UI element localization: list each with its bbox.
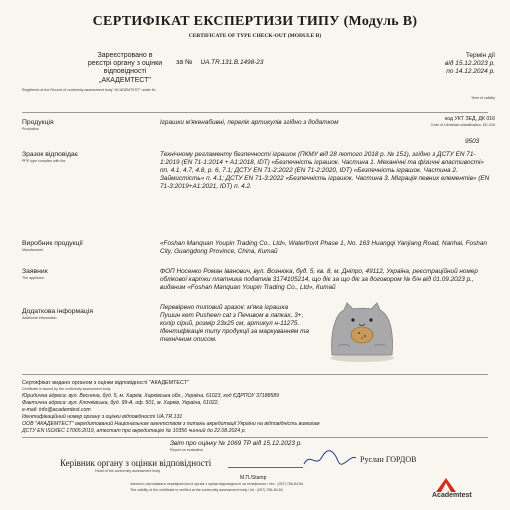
product-value: Іграшки м'якенабивні, перелік артикулів згідно з додатком [160, 119, 339, 126]
legal-address: Юридична адреса: вул. Весняна, буд. 5, м. Харків, Харківська обл., Україна, 61023, код ЄДРПОУ 37188589 [22, 393, 280, 399]
plush-cookie [351, 327, 373, 343]
plush-right-eye [369, 318, 372, 321]
product-code-label [430, 116, 495, 128]
product-code-number: 9503 [465, 138, 480, 145]
id-number: Ідентифікаційний номер органу з оцінки відповідності UA.TR.131 [22, 414, 183, 420]
manufacturer-value: «Foshan Manquan Youpin Trading Co., Ltd», Waterfront Phase 1, No. 163 Huangqi Yanjiang Road, Nanhai, Foshan City, Guangdong Province, China, Китай [160, 240, 487, 255]
body-line: Сертифікат видано органом з оцінки відповідності "АКАДЕМТЕСТ" [22, 380, 189, 386]
registered-label: Зареєстровано в реєстрі органу з оцінки відповідності „АКАДЕМТЕСТ" [87, 52, 163, 84]
divider [22, 112, 488, 113]
accreditation-line-2: ДСТУ EN ISO/IEC 17065:2019, атестат про акредитацію № 10356 чинний до 22.08.2024 р. [22, 428, 246, 434]
product-label-en: Production [22, 127, 40, 131]
product-label [22, 119, 152, 132]
sample-label-text: Зразок відповідає [22, 151, 79, 158]
applicant-label-en: The applicant [22, 276, 44, 280]
validity-label-en: Term of validity [471, 96, 495, 100]
additional-label-text: Додаткова інформація [22, 308, 94, 315]
applicant-label-text: Заявник [22, 268, 48, 275]
validity-note: Чинність сертифіката перевіряється в органі з оцінки відповідності за телефоном / тел.: (057) 766-84-84 [130, 482, 304, 486]
email: e-mail: info@academtest.com [22, 407, 91, 413]
additional-label [22, 308, 152, 321]
applicant-label [22, 268, 152, 281]
accreditation-line-1: ООВ "АКАДЕМТЕСТ" акредитований Національним агентством з питань акредитації України на відповідність вимогам [22, 421, 320, 427]
validity-note-en: The validity of the certificate is verified at the conformity assessment body / tel.: (057) 766-84-84 [130, 488, 283, 492]
report-label-en: Report on evaluation [170, 448, 204, 452]
academtest-logo-icon [436, 478, 456, 492]
sample-label-en: PPE type complies with the [22, 159, 66, 163]
certificate-title: СЕРТИФІКАТ ЕКСПЕРТИЗИ ТИПУ (Модуль В) [92, 14, 418, 29]
body-line-en: Certificate is issued by the conformity assessment body [22, 387, 111, 391]
additional-label-en: Additional information [22, 316, 57, 320]
plush-left-eye [351, 318, 354, 321]
certificate-number [176, 59, 263, 67]
product-label-text: Продукція [22, 119, 54, 126]
sample-value: Технічному регламенту безпечності іграшок (ПКМУ від 28 лютого 2018 р. № 151), згідно з ДСТУ EN 71-1:2019 (EN 71-1:2014 + A1:2018, IDT) «Безпечність іграшок. Частина 1. Механічні та фізичні властивості» пп. 4.1, 4.7, 4.8, p. 6, 7.1; ДСТУ EN 71-2:2022 (EN 71-2:2020, IDT) «Безпечність іграшок. Частина 2. Займистість» п. 4.1; ДСТУ EN 71-3:2022 «Безпечність іграшок. Частина 3. Міграція певних елементів» (EN 71-3:2019+A1:2021, IDT) п. 4.2. [160, 151, 490, 190]
stamp-label: М.П./Stamp [240, 475, 267, 481]
valid-from: від 15.12.2023 р. [445, 60, 495, 67]
applicant-value: ФОП Носенко Роман Іванович, вул. Вознюка, буд. 5, кв. 8, м. Дніпро, 49112, Україна, реєстраційний номер облікової картки платника податків 3174105214, що діє за що діє за договором № б/н від 01.09.2023 р., виданим «Foshan Manquan Youpin Trading Co., Ltd», Китай [160, 268, 478, 291]
signature-image [300, 448, 360, 470]
product-code-label-en: Code of Ukrainian classification, DK-016 [430, 123, 495, 128]
product-code-label-text: код УКТ ЗЕД, ДК 016 [444, 116, 495, 122]
divider [22, 374, 488, 375]
certificate-number-label: за № [176, 59, 193, 66]
registered-label-en: Registered at the Record of conformity assessment body "ACADEMTEST" under № [22, 88, 156, 92]
valid-to: по 14.12.2024 р. [446, 68, 495, 75]
plush-toy-image [322, 300, 402, 365]
academtest-logo-text: Academtest [432, 492, 472, 499]
manufacturer-label [22, 240, 152, 253]
signature-line [228, 467, 303, 468]
actual-address: Фактична адреса: вул. Клочківська, буд. 99-А, оф. 501, м. Харків, Україна, 61022, [22, 400, 219, 406]
certificate-subtitle: CERTIFICATE OF TYPE CHECK-OUT (MODULE B) [188, 33, 322, 39]
additional-value: Перевірено типовий зразок: м'яка іграшка Пушин кет Pusheen cat з Печивом в лапках, 3+, колір сірий, розмір 23х25 см, артикул н-11275. Ідентифікація типу продукції за маркуванням та технічним описом. [160, 304, 309, 343]
signer-name: Руслан ГОРДОВ [360, 455, 417, 464]
head-label: Керівник органу з оцінки відповідності [60, 458, 212, 468]
manufacturer-label-en: Manufacturer [22, 248, 44, 252]
certificate-number-value: UA.TR.131.B.1498-23 [200, 59, 264, 66]
manufacturer-label-text: Виробник продукції [22, 240, 83, 247]
validity-label: Термін дії [465, 52, 495, 59]
sample-label [22, 151, 152, 164]
head-label-en: Head of the conformity assessment body [95, 469, 161, 473]
divider [22, 437, 488, 438]
report-number: Звіт про оцінку № 1069 ТР від 15.12.2023 р. [170, 440, 303, 447]
validity-block [395, 52, 495, 76]
